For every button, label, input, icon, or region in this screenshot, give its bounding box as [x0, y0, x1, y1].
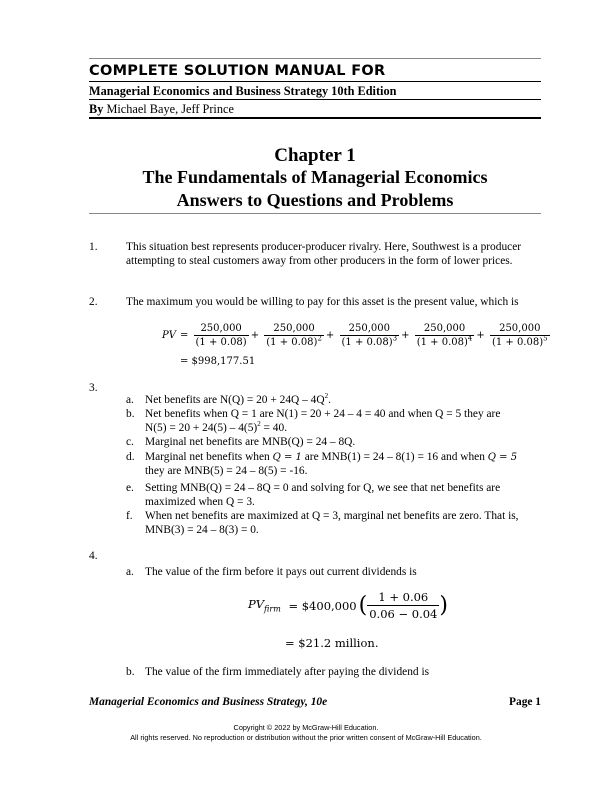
q3a-text: Net benefits are $N(Q) = 20 + 24Q - 4Q^2$. — [145, 392, 331, 406]
chapter-number: Chapter 1 — [274, 145, 356, 166]
q3e-text: Setting MNB(Q) = 24 – 8Q = 0 and solving for Q, we see that net benefits are maximized when Q = 3. — [145, 482, 501, 508]
q3d-text: Marginal net benefits when Q = 1 are MNB(1) = 24 – 8(1) = 16 and when Q = 5 they are MNB(5) = 24 – 8(5) = -16. — [145, 451, 518, 477]
q3f-text: When net benefits are maximized at Q = 3, marginal net benefits are zero. That is, MNB(3) = 24 – 8(3) = 0. — [145, 510, 519, 536]
pv-term-5: $\frac{250,000}{(1 + 0.08)^5}$ — [491, 323, 548, 348]
q3e-letter: e. — [126, 482, 134, 494]
chapter-subtitle: Answers to Questions and Problems — [176, 190, 454, 210]
pv-term-3: $\frac{250,000}{(1 + 0.08)^3}$ — [341, 323, 398, 348]
chapter-title: The Fundamentals of Managerial Economics — [142, 167, 488, 187]
authors: Michael Baye, Jeff Prince — [106, 102, 234, 116]
firm-value-equation: $PV_{firm}$ = $400,000( $\frac{1 + 0.06}{0.06 - 0.04}$ ) — [248, 590, 448, 621]
pv-term-1: $\frac{250,000}{(1 + 0.08)}$ — [195, 323, 247, 348]
top-rule — [89, 58, 541, 59]
firm-value-result: = $21.2 million. — [285, 636, 379, 650]
rights-line: All rights reserved. No reproduction or distribution without the prior written consent of McGraw-Hill Education. — [130, 733, 482, 742]
q1-answer: This situation best represents producer-producer rivalry. Here, Southwest is a producer attempting to steal customers away from other producers in the form of lower prices. — [126, 241, 522, 267]
q2-answer: The maximum you would be willing to pay for this asset is the present value, which is — [126, 296, 519, 308]
chapter-rule — [89, 213, 541, 214]
q4a-text: The value of the firm before it pays out current dividends is — [145, 566, 417, 578]
q3a-letter: a. — [126, 394, 134, 406]
author-rule — [89, 117, 541, 119]
by-label: By — [89, 102, 104, 116]
q4a-letter: a. — [126, 566, 134, 578]
pv-term-4: $\frac{250,000}{(1 + 0.08)^4}$ — [416, 323, 473, 348]
q3b-letter: b. — [126, 408, 135, 420]
q1-number: 1. — [89, 241, 98, 253]
pv-equation: PV = $\frac{250,000}{(1 + 0.08)}$ + $\frac{250,000}{(1 + 0.08)^2}$ + $\frac{250,000}{(1 + 0.08)^3}$ + $\frac{250,000}{(1 + 0.08)^4}$ + $\frac{250,000}{(1 + 0.08)^5}$ — [162, 323, 548, 348]
manual-title: COMPLETE SOLUTION MANUAL FOR — [89, 63, 386, 79]
page-number: Page 1 — [509, 696, 541, 708]
q3c-letter: c. — [126, 436, 134, 448]
q4-number: 4. — [89, 550, 98, 562]
q3d-letter: d. — [126, 451, 135, 463]
q2-number: 2. — [89, 296, 98, 308]
pv-label: PV — [162, 330, 176, 341]
copyright-line: Copyright © 2022 by McGraw-Hill Education. — [233, 723, 379, 732]
q4b-letter: b. — [126, 666, 135, 678]
growth-fraction: $\frac{1 + 0.06}{0.06 - 0.04}$ — [369, 590, 438, 621]
q3-number: 3. — [89, 382, 98, 394]
subtitle-rule — [89, 99, 541, 100]
q3f-letter: f. — [126, 510, 133, 522]
title-rule — [89, 81, 541, 82]
pv-result: = $998,177.51 — [180, 356, 256, 367]
footer-book-title: Managerial Economics and Business Strategy, 10e — [89, 696, 328, 708]
book-subtitle: Managerial Economics and Business Strategy 10th Edition — [89, 84, 397, 98]
pv-term-2: $\frac{250,000}{(1 + 0.08)^2}$ — [266, 323, 322, 348]
author-line — [89, 102, 234, 117]
q3b-text: Net benefits when Q = 1 are N(1) = 20 + 24 – 4 = 40 and when Q = 5 they are $N(5) = 20 + 24(5) - 4(5)^2 = 40$. — [145, 408, 501, 434]
q3c-text: Marginal net benefits are MNB(Q) = 24 – 8Q. — [145, 436, 356, 448]
q4b-text: The value of the firm immediately after paying the dividend is — [145, 666, 430, 678]
pv-firm-label: $PV_{firm}$ — [248, 597, 281, 614]
